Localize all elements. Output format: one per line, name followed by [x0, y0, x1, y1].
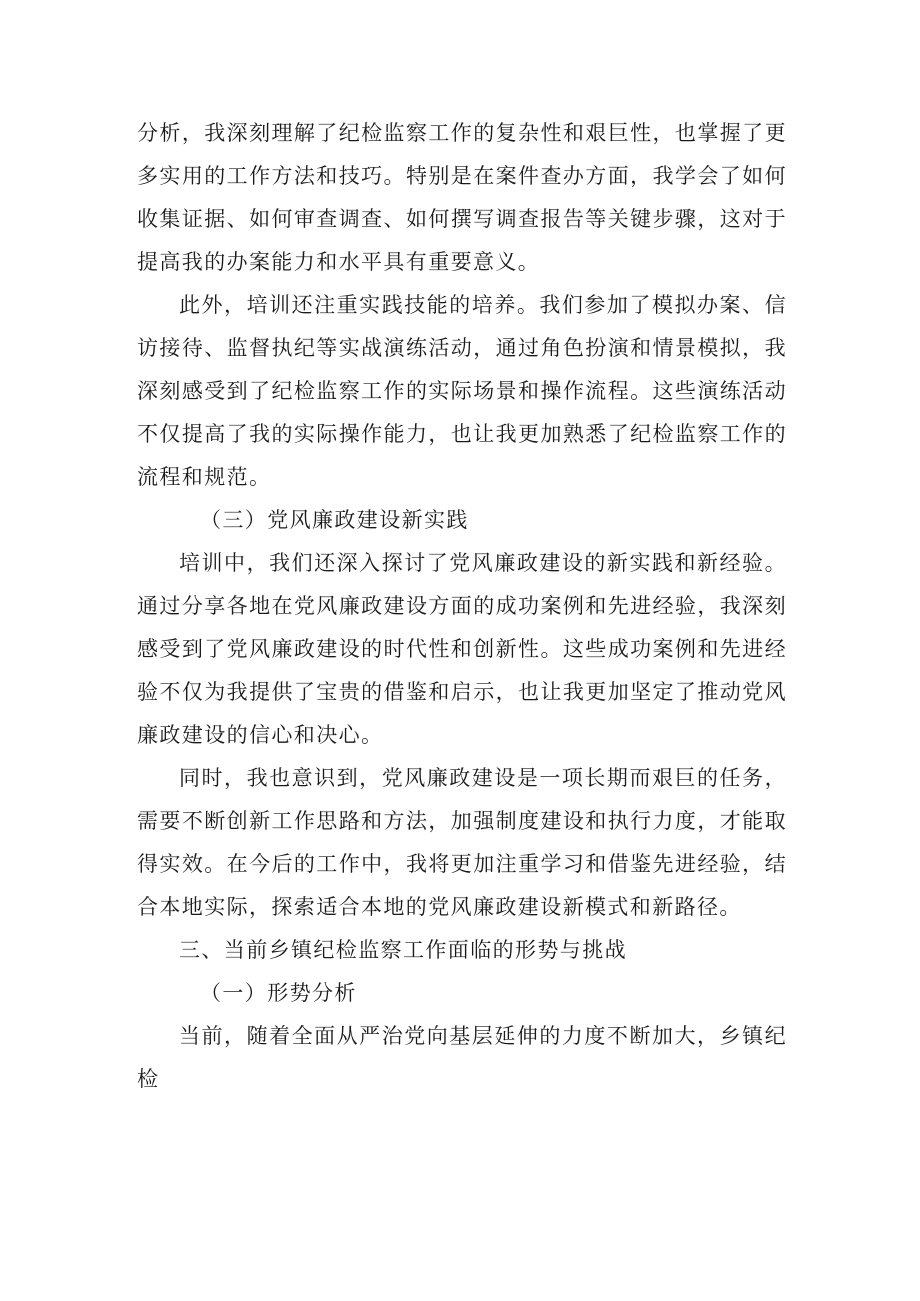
- section-heading-3: 三、当前乡镇纪检监察工作面临的形势与挑战: [179, 938, 627, 962]
- paragraph-continuation: 分析，我深刻理解了纪检监察工作的复杂性和艰巨性，也掌握了更多实用的工作方法和技巧。特别是在案件查办方面，我学会了如何收集证据、如何审查调查、如何撰写调查报告等关键步骤，这对于提高我的办案能力和水平具有重要意义。: [137, 121, 787, 274]
- paragraph-new-practice: 培训中，我们还深入探讨了党风廉政建设的新实践和新经验。通过分享各地在党风廉政建设方面的成功案例和先进经验，我深刻感受到了党风廉政建设的时代性和创新性。这些成功案例和先进经验不仅为我提供了宝贵的借鉴和启示，也让我更加坚定了推动党风廉政建设的信心和决心。: [137, 551, 787, 747]
- section-subheading-3: （三）党风廉政建设新实践: [200, 508, 469, 532]
- paragraph-situation: 当前，随着全面从严治党向基层延伸的力度不断加大，乡镇纪检: [137, 1024, 787, 1091]
- document-body: [137, 112, 787, 1101]
- paragraph-practice-skills: 此外，培训还注重实践技能的培养。我们参加了模拟办案、信访接待、监督执纪等实战演练活动，通过角色扮演和情景模拟，我深刻感受到了纪检监察工作的实际场景和操作流程。这些演练活动不仅提高了我的实际操作能力，也让我更加熟悉了纪检监察工作的流程和规范。: [137, 293, 787, 489]
- section-subheading-1: （一）形势分析: [200, 981, 357, 1005]
- paragraph-long-term-task: 同时，我也意识到，党风廉政建设是一项长期而艰巨的任务，需要不断创新工作思路和方法，加强制度建设和执行力度，才能取得实效。在今后的工作中，我将更加注重学习和借鉴先进经验，结合本地实际，探索适合本地的党风廉政建设新模式和新路径。: [137, 766, 787, 919]
